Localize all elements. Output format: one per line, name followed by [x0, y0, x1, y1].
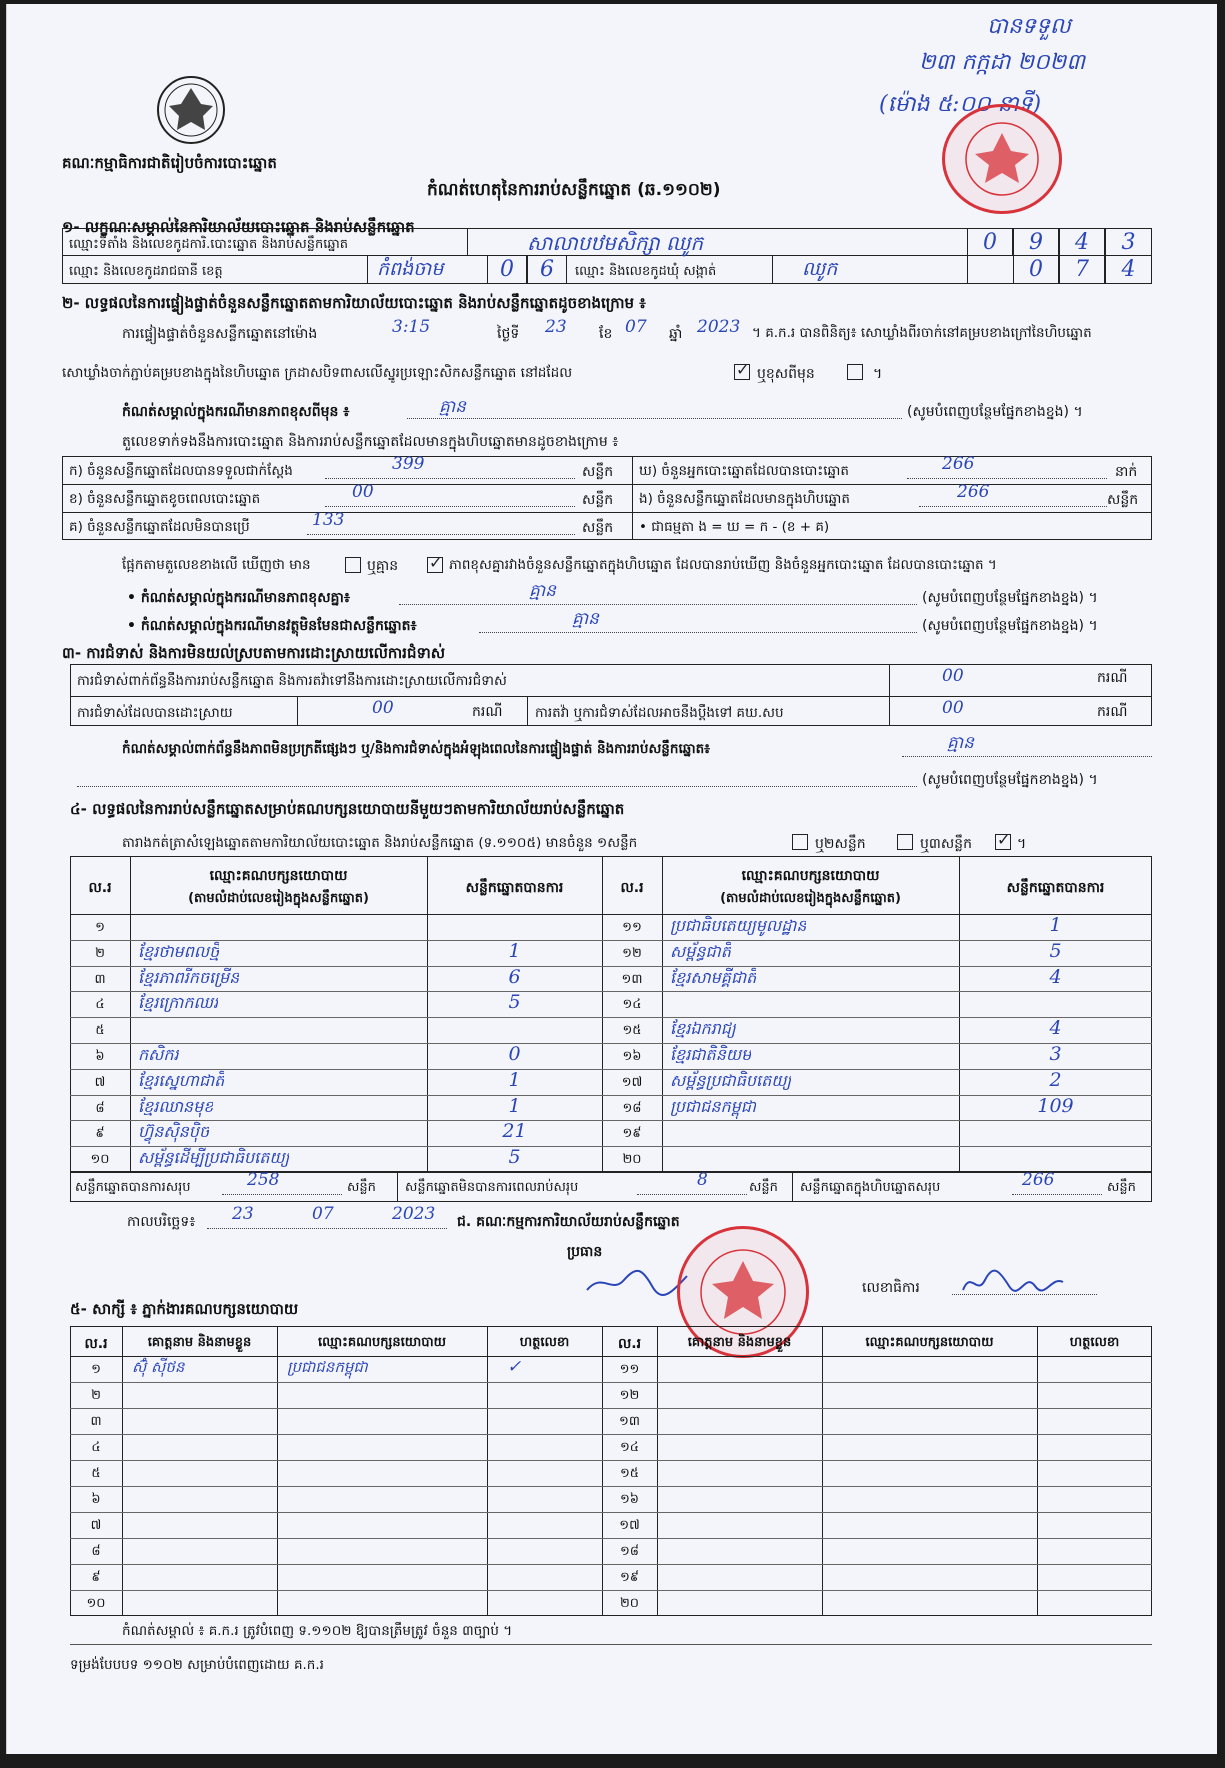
changed-label: ឬខុសពីមុន: [757, 366, 815, 382]
witness-row-number: ៤: [91, 1440, 101, 1455]
party-row-number: ១២: [622, 945, 642, 961]
party-row-number: ១៤: [622, 997, 642, 1013]
party-row-number: ១: [95, 920, 105, 935]
unchanged-checkbox[interactable]: ✓: [736, 360, 750, 379]
section5-heading: ៥- សាក្សី ៖ ភ្នាក់ងារគណបក្សនយោបាយ: [70, 1300, 299, 1318]
w-col-sign: ហត្ថលេខា: [1069, 1335, 1120, 1350]
fill-hint: (សូមបំពេញបន្ថែមផ្នែកខាងខ្នង) ។: [922, 772, 1098, 788]
party-row-number: ២០: [622, 1152, 642, 1168]
fill-hint: (សូមបំពេញបន្ថែមផ្នែកខាងខ្នង) ។: [922, 618, 1098, 634]
unit: សន្លឹក: [582, 464, 614, 480]
party-row-number: ១៣: [621, 971, 643, 987]
form-title: កំណត់ហេតុនៃការរាប់សន្លឹកឆ្នោត (ឆ.១១០២): [427, 180, 721, 200]
party-row-number: ៨: [95, 1100, 105, 1116]
compare-text-c: ភាពខុសគ្នារវាងចំនួនសន្លឹកឆ្នោតក្នុងហិបឆ្នោត ដែលបានរាប់ឃើញ និងចំនួនអ្នកបោះឆ្នោត ដែលបានបោះឆ្នោត ។: [449, 557, 997, 573]
province-code-digit: 6: [527, 255, 567, 284]
section2-heading: ២- លទ្ធផលនៃការផ្ទៀងផ្ទាត់ចំនួនសន្លឹកឆ្នោតតាមការិយាល័យបោះឆ្នោត និងរាប់សន្លឹកឆ្នោតដូចខាងក្រោម ៖: [62, 294, 646, 312]
official-seal-stamp-top: [942, 104, 1062, 214]
objection-count-value: 00: [942, 666, 964, 686]
witness-row-number: ១៥: [619, 1466, 640, 1481]
section4-heading: ៤- លទ្ធផលនៃការរាប់សន្លឹកឆ្នោតសម្រាប់គណបក្សនយោបាយនីមួយៗតាមការិយាល័យរាប់សន្លឹកឆ្នោត: [70, 800, 625, 818]
total-valid-label: សន្លឹកឆ្នោតបានការសរុប: [75, 1180, 191, 1195]
appeals-label: ការតវ៉ា ឬការជំទាស់ដែលអាចនឹងប្តឹងទៅ គឃ.សប: [535, 705, 784, 721]
witness-row-number: ៧: [90, 1518, 102, 1533]
w-col-no: ល.រ: [84, 1336, 108, 1352]
unused-ballots-label: គ) ចំនួនសន្លឹកឆ្នោតដែលមិនបានប្រើ: [69, 519, 250, 535]
unit: នាក់: [1115, 464, 1138, 480]
province-value: កំពង់ចាម: [377, 258, 444, 280]
compare-text-b: ឬគ្មាន: [367, 558, 399, 574]
witness-row-number: ១៨: [619, 1544, 640, 1559]
station-label: ឈ្មោះទីតាំង និងលេខកូដការិ.បោះឆ្នោត និងរាប់សន្លឹកឆ្នោត: [69, 237, 348, 252]
committee-label: ជ. គណៈកម្មការការិយាល័យរាប់សន្លឹកឆ្នោត: [457, 1214, 680, 1230]
commune-code-digit: 4: [1105, 255, 1152, 284]
section3-heading: ៣- ការជំទាស់ និងការមិនយល់ស្របតាមការដោះស្រាយលើការជំទាស់: [62, 644, 446, 662]
witness-row-number: ១៧: [619, 1518, 640, 1533]
voters-label: ឃ) ចំនួនអ្នកបោះឆ្នោតដែលបានបោះឆ្នោត: [639, 463, 849, 479]
station-code-digit: 4: [1059, 228, 1105, 256]
province-code-digit: 0: [487, 255, 527, 284]
col-party-subheader: (តាមលំដាប់លេខរៀងក្នុងសន្លឹកឆ្នោត): [188, 891, 369, 906]
party-name: សម្ព័ន្ធជាតិ: [670, 941, 731, 961]
resolved-objections-value: 00: [372, 698, 394, 718]
party-votes: 0: [508, 1043, 521, 1065]
date-day: 23: [232, 1204, 254, 1224]
party-votes: 5: [508, 991, 521, 1014]
received-ballots-label: ក) ចំនួនសន្លឹកឆ្នោតដែលបានទទួលជាក់ស្តែង: [69, 463, 293, 479]
objection-count-label: ការជំទាស់ពាក់ព័ន្ធនឹងការរាប់សន្លឹកឆ្នោត និងការតវ៉ាទៅនឹងការដោះស្រាយលើការជំទាស់: [77, 673, 507, 689]
section1-heading: ១- លក្ខណៈសម្គាល់នៃការិយាល័យបោះឆ្នោត និងរាប់សន្លឹកឆ្នោត: [62, 218, 415, 236]
spoiled-ballots-label: ខ) ចំនួនសន្លឹកឆ្នោតខូចពេលបោះឆ្នោត: [69, 491, 261, 507]
witness-row-number: ៩: [91, 1570, 101, 1585]
w-col-name: គោត្តនាម និងនាមខ្លួន: [147, 1335, 252, 1350]
party-votes: 5: [508, 1146, 521, 1169]
party-row-number: ១៦: [622, 1049, 642, 1064]
party-row-number: ៣: [94, 971, 106, 987]
witness-row-number: ១២: [619, 1388, 640, 1403]
col-party-subheader: (តាមលំដាប់លេខរៀងក្នុងសន្លឹកឆ្នោត): [720, 891, 901, 906]
ballots-in-box-value: 266: [957, 482, 990, 502]
w-col-sign: ហត្ថលេខា: [519, 1335, 570, 1350]
unit: ករណី: [472, 704, 503, 720]
total-box-value: 266: [1022, 1170, 1055, 1190]
w-col-party: ឈ្មោះគណបក្សនយោបាយ: [865, 1335, 994, 1350]
ballot-count-report-form: [6, 4, 1217, 1754]
difference-remark-label: • កំណត់សម្គាល់ក្នុងករណីមានភាពខុសគ្នា៖: [127, 590, 351, 606]
party-votes: 2: [1049, 1068, 1062, 1091]
received-note-line1: បានទទួល: [987, 14, 1071, 39]
col-no-header: ល.រ: [88, 880, 112, 896]
party-name: ខ្មែរក្រោកឈរ: [138, 993, 219, 1013]
three-sheets-checkbox[interactable]: ✓: [997, 830, 1011, 849]
party-name: ហ៊្វុនស៊ិនប៉ិច: [138, 1122, 210, 1142]
tally-sheet-intro: តារាងកត់ត្រាសំឡេងឆ្នោតតាមការិយាល័យបោះឆ្នោត និងរាប់សន្លឹកឆ្នោត (ទ.១១០៥) មានចំនួន ១សន្លឹក: [122, 835, 638, 851]
party-name: ខ្មែរជាតិនិយម: [670, 1045, 752, 1064]
party-name: ប្រជាធិបតេយ្យមូលដ្ឋាន: [670, 916, 807, 935]
footnote: កំណត់សម្គាល់ ៖ គ.ក.រ ត្រូវបំពេញ ទ.១១០២ ឱ្យបានត្រឹមត្រូវ ចំនួន ៣ច្បាប់ ។: [122, 1623, 513, 1639]
station-code-digit: 3: [1105, 228, 1152, 256]
compare-text-a: ផ្អែកតាមតួលេខខាងលើ ឃើញថា មាន: [122, 557, 311, 573]
unit: សន្លឹក: [347, 1180, 376, 1195]
three-sheets-label: ឬ៣សន្លឹក: [920, 836, 972, 852]
unused-ballots-value: 133: [312, 510, 345, 530]
has-difference-checkbox[interactable]: [345, 557, 361, 573]
chair-label: ប្រធាន: [567, 1244, 603, 1260]
witness-row-number: ៦: [91, 1492, 101, 1507]
party-votes: 4: [1049, 1017, 1062, 1040]
nec-emblem-logo: [155, 74, 227, 146]
witness-row-number: ១៤: [619, 1440, 640, 1455]
spoiled-ballots-value: 00: [352, 482, 374, 502]
unit: ករណី: [1097, 670, 1128, 686]
voters-value: 266: [942, 454, 975, 474]
unit: សន្លឹក: [582, 520, 614, 536]
unit: សន្លឹក: [582, 492, 614, 508]
party-row-number: ៤: [95, 997, 105, 1013]
unit: សន្លឹក: [749, 1180, 778, 1195]
w-col-party: ឈ្មោះគណបក្សនយោបាយ: [318, 1335, 446, 1350]
witness-row-number: ១៩: [619, 1570, 640, 1585]
one-sheet-checkbox[interactable]: [792, 834, 808, 850]
witness-row-number: ៥: [91, 1466, 101, 1481]
party-votes: 1: [508, 1094, 521, 1117]
party-name: ខ្មែរសាមគ្គីជាតិ: [670, 967, 757, 987]
party-row-number: ៧: [94, 1074, 106, 1090]
totals-row: [70, 1172, 1152, 1202]
commune-code-digit: 7: [1059, 255, 1105, 284]
party-name: ខ្មែរស្នេហាជាតិ: [138, 1070, 225, 1090]
party-name: សម្ព័ន្ធប្រជាធិបតេយ្យ: [670, 1070, 792, 1090]
station-code-digit: 9: [1013, 228, 1059, 256]
col-votes-header: សន្លឹកឆ្នោតបានការ: [1006, 880, 1105, 896]
party-votes: 1: [1049, 914, 1062, 936]
fill-hint: (សូមបំពេញបន្ថែមផ្នែកខាងខ្នង) ។: [907, 404, 1083, 420]
party-name: ខ្មែរឈានមុខ: [138, 1096, 214, 1116]
total-box-label: សន្លឹកឆ្នោតក្នុងហិបឆ្នោតសរុប: [800, 1180, 941, 1195]
form-note: ទម្រង់បែបបទ ១១០២ សម្រាប់បំពេញដោយ គ.ក.រ: [70, 1657, 324, 1673]
witness-row-number: ១០: [86, 1596, 106, 1611]
seal-check-text: សោឃ្លាំងចាក់ភ្ជាប់គម្របខាងក្នុងនៃហិបឆ្នោត ក្រដាសបិទពាសលើស្នូរប្រឡោះសិកសន្លឹកឆ្នោត នៅដដែល: [62, 365, 573, 381]
day-label: ថ្ងៃទី: [497, 326, 520, 342]
unit: ករណី: [1097, 704, 1128, 720]
year-label: ឆ្នាំ: [669, 326, 683, 342]
check-day-value: 23: [545, 317, 567, 337]
station-code-digit: 0: [967, 228, 1013, 256]
col-votes-header: សន្លឹកឆ្នោតបានការ: [465, 880, 564, 896]
party-row-number: ៦: [95, 1049, 105, 1064]
witness-party: ប្រជាជនកម្ពុជា: [287, 1358, 368, 1376]
station-name-value: សាលាបឋមសិក្សា ឈូក: [527, 231, 704, 255]
lock-check-text: ។ គ.ក.រ បានពិនិត្យ៖ សោឃ្លាំងពីរចាក់នៅគម្របខាងក្រៅនៃហិបឆ្នោត: [752, 325, 1092, 341]
w-col-name: គោត្តនាម និងនាមខ្លួន: [687, 1335, 792, 1350]
non-ballot-remark-label: • កំណត់សម្គាល់ក្នុងករណីមានវត្ថុមិនមែនជាសន្លឹកឆ្នោត៖: [127, 618, 417, 634]
period: ។: [1017, 836, 1027, 852]
party-row-number: ១០: [90, 1152, 110, 1168]
secretary-label: លេខាធិការ: [862, 1280, 920, 1296]
resolved-objections-label: ការជំទាស់ដែលបានដោះស្រាយ: [77, 705, 233, 721]
witness-row-number: ១១: [619, 1362, 640, 1377]
party-name: ប្រជាជនកម្ពុជា: [670, 1096, 757, 1116]
check-time-label: ការផ្ទៀងផ្ទាត់ចំនួនសន្លឹកឆ្នោតនៅម៉ោង: [122, 326, 318, 342]
party-row-number: ៩: [95, 1126, 105, 1142]
difference-remark-value: គ្មាន: [529, 581, 556, 601]
unit: សន្លឹក: [1107, 492, 1139, 508]
col-party-header: ឈ្មោះគណបក្សនយោបាយ: [209, 868, 348, 884]
col-party-header: ឈ្មោះគណបក្សនយោបាយ: [741, 868, 880, 884]
party-row-number: ៥: [95, 1023, 105, 1039]
col-no-header: ល.រ: [620, 880, 644, 896]
date-label: កាលបរិច្ឆេទ៖: [127, 1214, 196, 1230]
check-year-value: 2023: [697, 317, 741, 337]
ballots-in-box-label: ង) ចំនួនសន្លឹកឆ្នោតដែលមានក្នុងហិបឆ្នោត: [639, 491, 850, 507]
w-col-no: ល.រ: [617, 1336, 642, 1352]
check-month-value: 07: [625, 317, 647, 337]
party-votes: 5: [1049, 939, 1062, 962]
commune-label: ឈ្មោះ និងលេខកូដឃុំ សង្កាត់: [575, 264, 717, 279]
party-row-number: ១១: [622, 920, 642, 935]
party-votes: 109: [1037, 1094, 1074, 1117]
party-row-number: ១៩: [622, 1126, 642, 1142]
period: ។: [873, 366, 883, 382]
total-valid-value: 258: [247, 1170, 280, 1190]
date-year: 2023: [392, 1204, 436, 1224]
witness-name: ស៊ុំ ស៊ីថន: [132, 1358, 185, 1376]
witness-row-number: ៣: [90, 1414, 102, 1429]
party-row-number: ១៧: [621, 1074, 643, 1090]
party-votes: 3: [1049, 1043, 1062, 1065]
irregularity-note-label: កំណត់សម្គាល់ពាក់ព័ន្ធនឹងភាពមិនប្រក្រតីផ្សេងៗ ឬ/និងការជំទាស់ក្នុងអំឡុងពេលនៃការផ្ទៀងផ្ទាត់ និងការរាប់សន្លឹកឆ្នោត៖: [122, 741, 711, 757]
commune-value: ឈូក: [802, 258, 838, 280]
figures-intro: តួលេខទាក់ទងនឹងការបោះឆ្នោត និងការរាប់សន្លឹកឆ្នោតដែលមានក្នុងហិបឆ្នោតមានដូចខាងក្រោម ៖: [122, 434, 619, 450]
appeals-value: 00: [942, 698, 964, 718]
formula-text: • ជាធម្មតា ង = ឃ = ក - (ខ + គ): [639, 519, 830, 535]
party-name: ខ្មែរថាមពលថ្មី: [138, 941, 220, 961]
witness-row-number: ៨: [91, 1544, 101, 1559]
party-votes: 6: [508, 965, 521, 988]
two-sheets-checkbox[interactable]: [897, 834, 913, 850]
difference-note-value: គ្មាន: [439, 397, 466, 417]
received-note-line2: ២៣ កក្កដា ២០២៣: [919, 50, 1085, 75]
commune-code-digit: 0: [1013, 255, 1059, 284]
witness-row-number: ១៦: [619, 1492, 640, 1507]
difference-note-label: កំណត់សម្គាល់ក្នុងករណីមានភាពខុសពីមុន ៖: [122, 404, 350, 420]
secretary-signature: [959, 1266, 1069, 1298]
received-note-line3: (ម៉ោង ៥:០០ នាទី): [879, 92, 1042, 117]
party-votes: 4: [1049, 965, 1062, 988]
party-row-number: ១៥: [622, 1023, 642, 1039]
party-name: សម្ព័ន្ធដើម្បីប្រជាធិបតេយ្យ: [138, 1148, 290, 1168]
party-row-number: ២: [95, 945, 105, 961]
irregularity-note-value: គ្មាន: [947, 733, 974, 753]
date-month: 07: [312, 1204, 334, 1224]
two-sheets-label: ឬ២សន្លឹក: [815, 836, 866, 852]
received-ballots-value: 399: [392, 454, 425, 474]
witness-signature: ✓: [507, 1357, 522, 1377]
party-votes: 1: [508, 1068, 521, 1091]
fill-hint: (សូមបំពេញបន្ថែមផ្នែកខាងខ្នង) ។: [922, 590, 1098, 606]
party-votes: 1: [508, 939, 521, 962]
witness-row-number: ១៣: [619, 1414, 640, 1429]
changed-checkbox[interactable]: [847, 364, 863, 380]
non-ballot-remark-value: គ្មាន: [572, 609, 599, 629]
witness-row-number: ២: [91, 1388, 101, 1403]
party-name: ខ្មែរភាពរីកចម្រើន: [138, 967, 240, 987]
unit: សន្លឹក: [1107, 1180, 1136, 1195]
chair-signature: [582, 1262, 692, 1302]
org-name: គណៈកម្មាធិការជាតិរៀបចំការបោះឆ្នោត: [62, 154, 277, 172]
witness-row-number: ១: [91, 1362, 101, 1377]
party-name: កសិករ: [138, 1045, 179, 1064]
party-name: ខ្មែរឯករាជ្យ: [670, 1019, 736, 1039]
check-time-value: 3:15: [392, 317, 431, 337]
party-row-number: ១៨: [622, 1100, 642, 1116]
month-label: ខែ: [599, 326, 613, 342]
party-votes: 21: [502, 1120, 527, 1143]
province-label: ឈ្មោះ និងលេខកូដរាជធានី ខេត្ត: [69, 264, 223, 279]
total-invalid-label: សន្លឹកឆ្នោតមិនបានការពេលរាប់សរុប: [405, 1180, 579, 1195]
total-invalid-value: 8: [697, 1170, 708, 1190]
witness-row-number: ២០: [619, 1596, 640, 1611]
no-difference-checkbox[interactable]: ✓: [429, 553, 443, 572]
